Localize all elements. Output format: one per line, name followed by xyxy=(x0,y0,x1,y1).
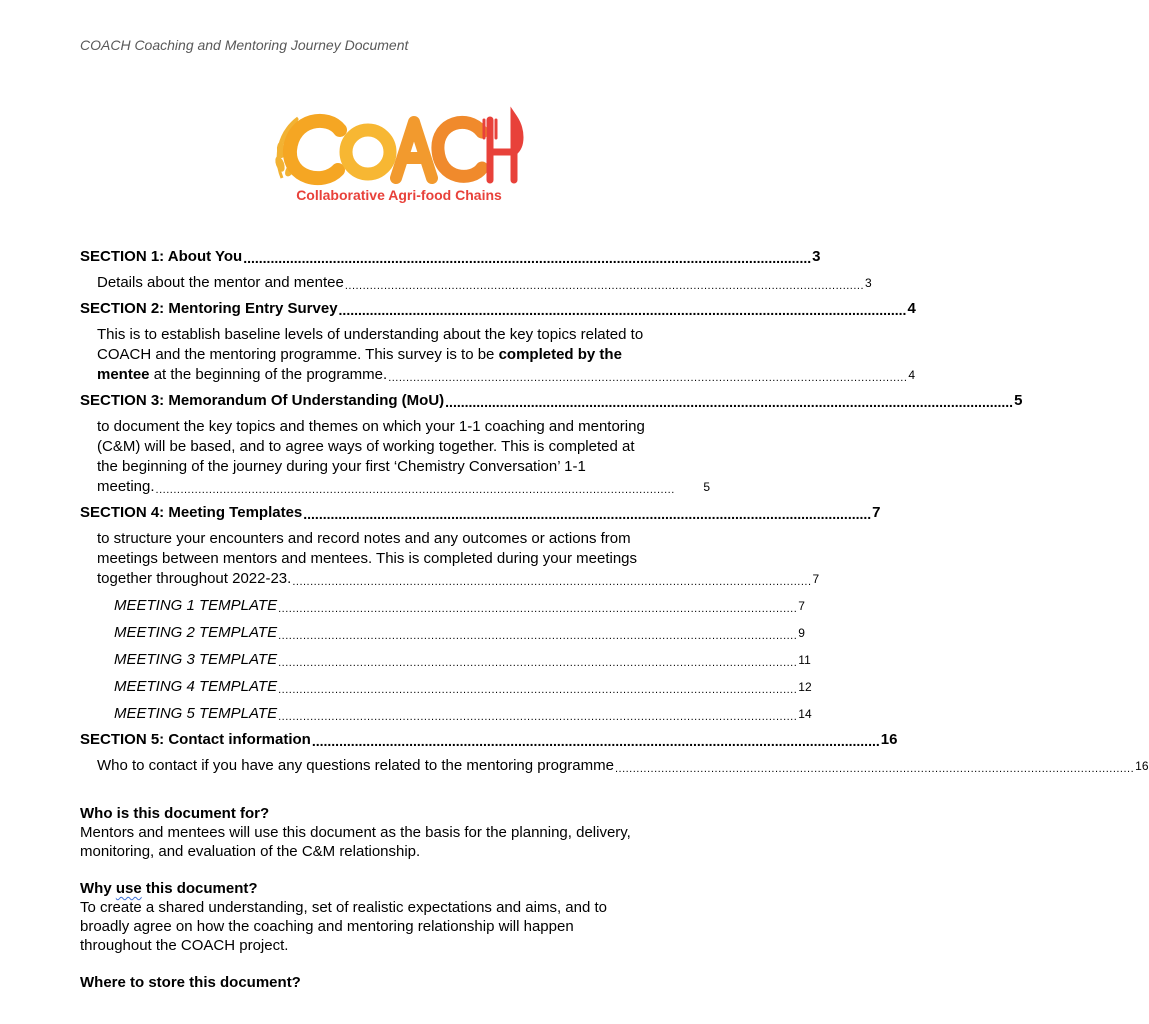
body-line: throughout the COACH project. xyxy=(80,937,289,954)
toc-leader: .................................................................................................................................................. xyxy=(388,372,908,384)
toc-page-number: 3 xyxy=(865,276,872,290)
toc-desc-text: meeting. xyxy=(97,478,155,495)
toc-leader: .................................................................................................................................................. xyxy=(303,506,872,522)
toc-entry-title: MEETING 2 TEMPLATE xyxy=(114,624,278,641)
toc-entry-title: MEETING 5 TEMPLATE xyxy=(114,705,278,722)
toc-page-number: 4 xyxy=(908,368,916,382)
toc-meeting-2[interactable] xyxy=(80,623,805,643)
toc-desc-line: to structure your encounters and record notes and any outcomes or actions from xyxy=(97,530,631,547)
body-line: monitoring, and evaluation of the C&M relationship. xyxy=(80,843,421,860)
toc-leader: .................................................................................................................................................. xyxy=(278,630,798,642)
toc-description-4[interactable] xyxy=(80,529,820,589)
toc-meeting-3[interactable] xyxy=(80,650,811,670)
toc-page-number: 11 xyxy=(798,653,811,667)
toc-leader: .................................................................................................................................................. xyxy=(338,302,907,318)
toc-page-number: 12 xyxy=(798,680,812,694)
toc-section-1[interactable] xyxy=(80,247,821,267)
coach-logo xyxy=(268,108,530,208)
toc-leader: .................................................................................................................................................. xyxy=(445,394,1014,410)
toc-entry-title: MEETING 3 TEMPLATE xyxy=(114,651,278,668)
heading-text: this document? xyxy=(141,880,258,897)
toc-entry-title: MEETING 1 TEMPLATE xyxy=(114,597,278,614)
toc-entry-title: SECTION 2: Mentoring Entry Survey xyxy=(80,300,338,317)
toc-leader: .................................................................................................................................................. xyxy=(344,280,865,292)
toc-desc-bold: completed by the xyxy=(498,346,622,363)
toc-desc-bold: mentee xyxy=(97,366,150,383)
toc-entry-title: MEETING 4 TEMPLATE xyxy=(114,678,278,695)
toc-entry-title: SECTION 5: Contact information xyxy=(80,731,311,748)
toc-entry-title: SECTION 1: About You xyxy=(80,248,243,265)
toc-page-number: 5 xyxy=(703,480,710,494)
question-heading: Where to store this document? xyxy=(80,974,301,991)
spellcheck-flagged-word[interactable]: use xyxy=(115,880,142,897)
toc-section-2[interactable] xyxy=(80,299,916,319)
toc-meeting-5[interactable] xyxy=(80,704,812,724)
question-heading: Who is this document for? xyxy=(80,805,270,822)
toc-desc-text xyxy=(97,365,387,385)
toc-meeting-4[interactable] xyxy=(80,677,812,697)
toc-section-5[interactable] xyxy=(80,730,898,750)
toc-entry-title: SECTION 4: Meeting Templates xyxy=(80,504,303,521)
toc-page-number: 3 xyxy=(812,248,821,265)
toc-leader: .................................................................................................................................................. xyxy=(614,763,1135,775)
question-heading xyxy=(80,879,720,898)
toc-page-number: 14 xyxy=(798,707,812,721)
toc-desc-line xyxy=(97,345,710,365)
toc-desc-line xyxy=(97,365,916,385)
toc-description-3[interactable] xyxy=(80,417,710,497)
body-line: broadly agree on how the coaching and mentoring relationship will happen xyxy=(80,918,574,935)
toc-desc-line: (C&M) will be based, and to agree ways of working together. This is completed at xyxy=(97,438,635,455)
toc-entry-title: SECTION 3: Memorandum Of Understanding (MoU) xyxy=(80,392,445,409)
body-line: Mentors and mentees will use this document as the basis for the planning, delivery, xyxy=(80,824,631,841)
toc-desc-text: COACH and the mentoring programme. This survey is to be xyxy=(97,346,499,363)
toc-desc-line: to document the key topics and themes on which your 1-1 coaching and mentoring xyxy=(97,418,645,435)
toc-leader: .................................................................................................................................................. xyxy=(278,603,798,615)
letter-o-shape xyxy=(346,130,390,174)
toc-subentry-5[interactable] xyxy=(80,756,1149,776)
toc-page-number: 7 xyxy=(798,599,805,613)
toc-desc-line: meetings between mentors and mentees. This is completed during your meetings xyxy=(97,550,638,567)
toc-page-number: 7 xyxy=(872,504,881,521)
toc-leader: .................................................................................................................................................. xyxy=(311,733,880,749)
toc-leader: .................................................................................................................................................. xyxy=(292,576,812,588)
toc-desc-text: together throughout 2022-23. xyxy=(97,570,292,587)
toc-page-number: 16 xyxy=(1135,759,1149,773)
toc-section-3[interactable] xyxy=(80,391,1023,411)
toc-description-2[interactable] xyxy=(80,325,916,385)
toc-leader: .................................................................................................................................................. xyxy=(155,484,675,496)
toc-leader: .................................................................................................................................................. xyxy=(243,250,812,266)
toc-entry-text: Who to contact if you have any questions related to the mentoring programme xyxy=(97,757,614,774)
toc-page-number: 9 xyxy=(798,626,805,640)
letter-a-shape xyxy=(396,122,432,178)
toc-leader: .................................................................................................................................................. xyxy=(278,711,798,723)
toc-section-4[interactable] xyxy=(80,503,881,523)
table-of-contents xyxy=(80,241,1149,776)
letter-c-shape xyxy=(290,121,340,178)
toc-subentry-1[interactable] xyxy=(80,273,872,293)
logo-tagline: Collaborative Agri-food Chains xyxy=(296,187,502,203)
toc-page-number: 4 xyxy=(907,300,916,317)
toc-page-number: 16 xyxy=(880,731,898,748)
toc-leader: .................................................................................................................................................. xyxy=(278,684,798,696)
toc-entry-text: Details about the mentor and mentee xyxy=(97,274,344,291)
letter-c2-shape xyxy=(438,122,482,176)
toc-meeting-1[interactable] xyxy=(80,596,805,616)
toc-leader: .................................................................................................................................................. xyxy=(278,657,798,669)
toc-desc-line: This is to establish baseline levels of understanding about the key topics related to xyxy=(97,326,644,343)
body-line: To create a shared understanding, set of realistic expectations and aims, and to xyxy=(80,899,607,916)
toc-desc-line: the beginning of the journey during your first ‘Chemistry Conversation’ 1-1 xyxy=(97,458,586,475)
toc-desc-text: at the beginning of the programme. xyxy=(149,366,388,383)
coach-logo-graphic xyxy=(268,108,530,208)
toc-page-number: 5 xyxy=(1014,392,1023,409)
toc-desc-line xyxy=(97,477,710,497)
document-body xyxy=(80,804,720,992)
paragraph-gap xyxy=(80,955,720,973)
toc-desc-line xyxy=(97,569,820,589)
document-header: COACH Coaching and Mentoring Journey Document xyxy=(80,37,409,53)
fork-knife-icon xyxy=(484,118,520,180)
paragraph-gap xyxy=(80,861,720,879)
heading-text: Why xyxy=(80,880,116,897)
toc-page-number: 7 xyxy=(812,572,820,586)
